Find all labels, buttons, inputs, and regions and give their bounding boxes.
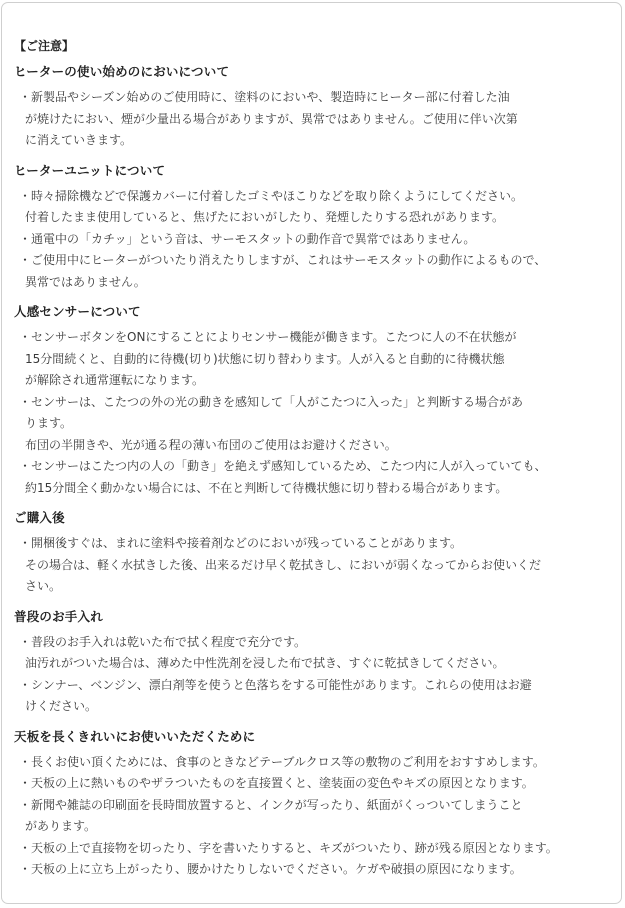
notice-line: ・時々掃除機などで保護カバーに付着したゴミやほこりなどを取り除くようにしてください。 [19,188,524,203]
notice-line: ・ご使用中にヒーターがついたり消えたりしますが、これはサーモスタットの動作によるもので、 [19,253,547,267]
notice-item [14,327,621,392]
notice-section [14,728,621,881]
notice-item [14,752,621,774]
section-heading: ヒーターユニットについて [14,162,166,178]
notice-line: その場合は、軽く水拭きした後、出来るだけ早く乾拭きし、においが弱くなってからお使いくだ [25,557,542,572]
notice-item [14,392,621,457]
notice-section [14,63,621,152]
notice-item [14,186,621,229]
notice-section [14,509,621,598]
notice-line: けください。 [25,699,98,713]
notice-section [14,303,621,499]
notice-line: ・新製品やシーズン始めのご使用時に、塗料のにおいや、製造時にヒーター部に付着した油 [19,90,510,104]
notice-line: ・センサーボタンをONにすることによりセンサー機能が働きます。こたつに人の不在状態が [19,330,517,344]
notice-item [14,229,621,251]
notice-item [14,456,621,499]
notice-line: があります。 [25,819,97,833]
notice-item [14,773,621,795]
notice-item [14,87,621,152]
notice-item [14,632,621,675]
notice-item [14,675,621,718]
section-heading: ヒーターの使い始めのにおいについて [14,64,230,79]
notice-item [14,250,621,293]
notice-line: が焼けたにおい、煙が少量出る場合がありますが、異常ではありません。ご使用に伴い次第 [25,111,518,126]
notice-line: 15分間続くと、自動的に待機(切り)状態に切り替わります。人が入ると自動的に待機状態 [25,351,505,366]
notice-line: 布団の半開きや、光が通る程の薄い布団のご使用はお避けください。 [25,437,397,452]
notice-item [14,859,621,881]
notice-line: ・センサーはこたつ内の人の「動き」を絶えず感知しているため、こたつ内に人が入っていても、 [19,459,547,473]
notice-line: ・シンナー、ベンジン、漂白剤等を使うと色落ちをする可能性があります。これらの使用はお避 [19,677,532,692]
notice-line: さい。 [25,579,62,593]
notice-line: ・天板の上で直接物を切ったり、字を書いたりすると、キズがついたり、跡が残る原因となります。 [19,840,558,855]
notice-line: ・通電中の「カチッ」という音は、サーモスタットの動作音で異常ではありません。 [19,231,476,246]
notice-line: 油汚れがついた場合は、薄めた中性洗剤を浸した布で拭き、すぐに乾拭きしてください。 [25,656,505,670]
notice-line: ・天板の上に立ち上がったり、腰かけたりしないでください。ケガや破損の原因になります。 [19,862,522,876]
notice-line: ・普段のお手入れは乾いた布で拭く程度で充分です。 [19,634,307,649]
notice-line: が解除され通常運転になります。 [25,373,205,387]
notice-line: 約15分間全く動かない場合には、不在と判断して待機状態に切り替わる場合があります。 [25,480,508,495]
notice-line: ・長くお使い頂くためには、食事のときなどテーブルクロス等の敷物のご利用をおすすめします。 [19,754,545,769]
notice-line: ・開梱後すぐは、まれに塗料や接着剤などのにおいが残っていることがあります。 [19,536,463,550]
notice-line: ・センサーは、こたつの外の光の動きを感知して「人がこたつに入った」と判断する場合があ [19,394,524,409]
notice-title: 【ご注意】 [14,39,75,53]
notice-content [14,34,621,891]
section-heading: 普段のお手入れ [14,608,103,624]
notice-line: ・天板の上に熱いものやザラついたものを直接置くと、塗装面の変色やキズの原因となります。 [19,776,534,790]
section-heading: 人感センサーについて [14,304,141,319]
notice-section [14,608,621,718]
section-heading: 天板を長くきれいにお使いいただくために [14,728,256,744]
notice-line: に消えていきます。 [25,133,133,147]
notice-section [14,162,621,294]
notice-item [14,838,621,860]
notice-line: 付着したまま使用していると、焦げたにおいがしたり、発煙したりする恐れがあります。 [25,210,505,224]
notice-line: ります。 [25,416,73,430]
notice-item [14,533,621,598]
notice-line: 異常ではありません。 [25,274,146,289]
section-heading: ご購入後 [14,510,65,525]
notice-line: ・新聞や雑誌の印刷面を長時間放置すると、インクが写ったり、紙面がくっついてしまうこと [19,797,523,812]
notice-item [14,795,621,838]
